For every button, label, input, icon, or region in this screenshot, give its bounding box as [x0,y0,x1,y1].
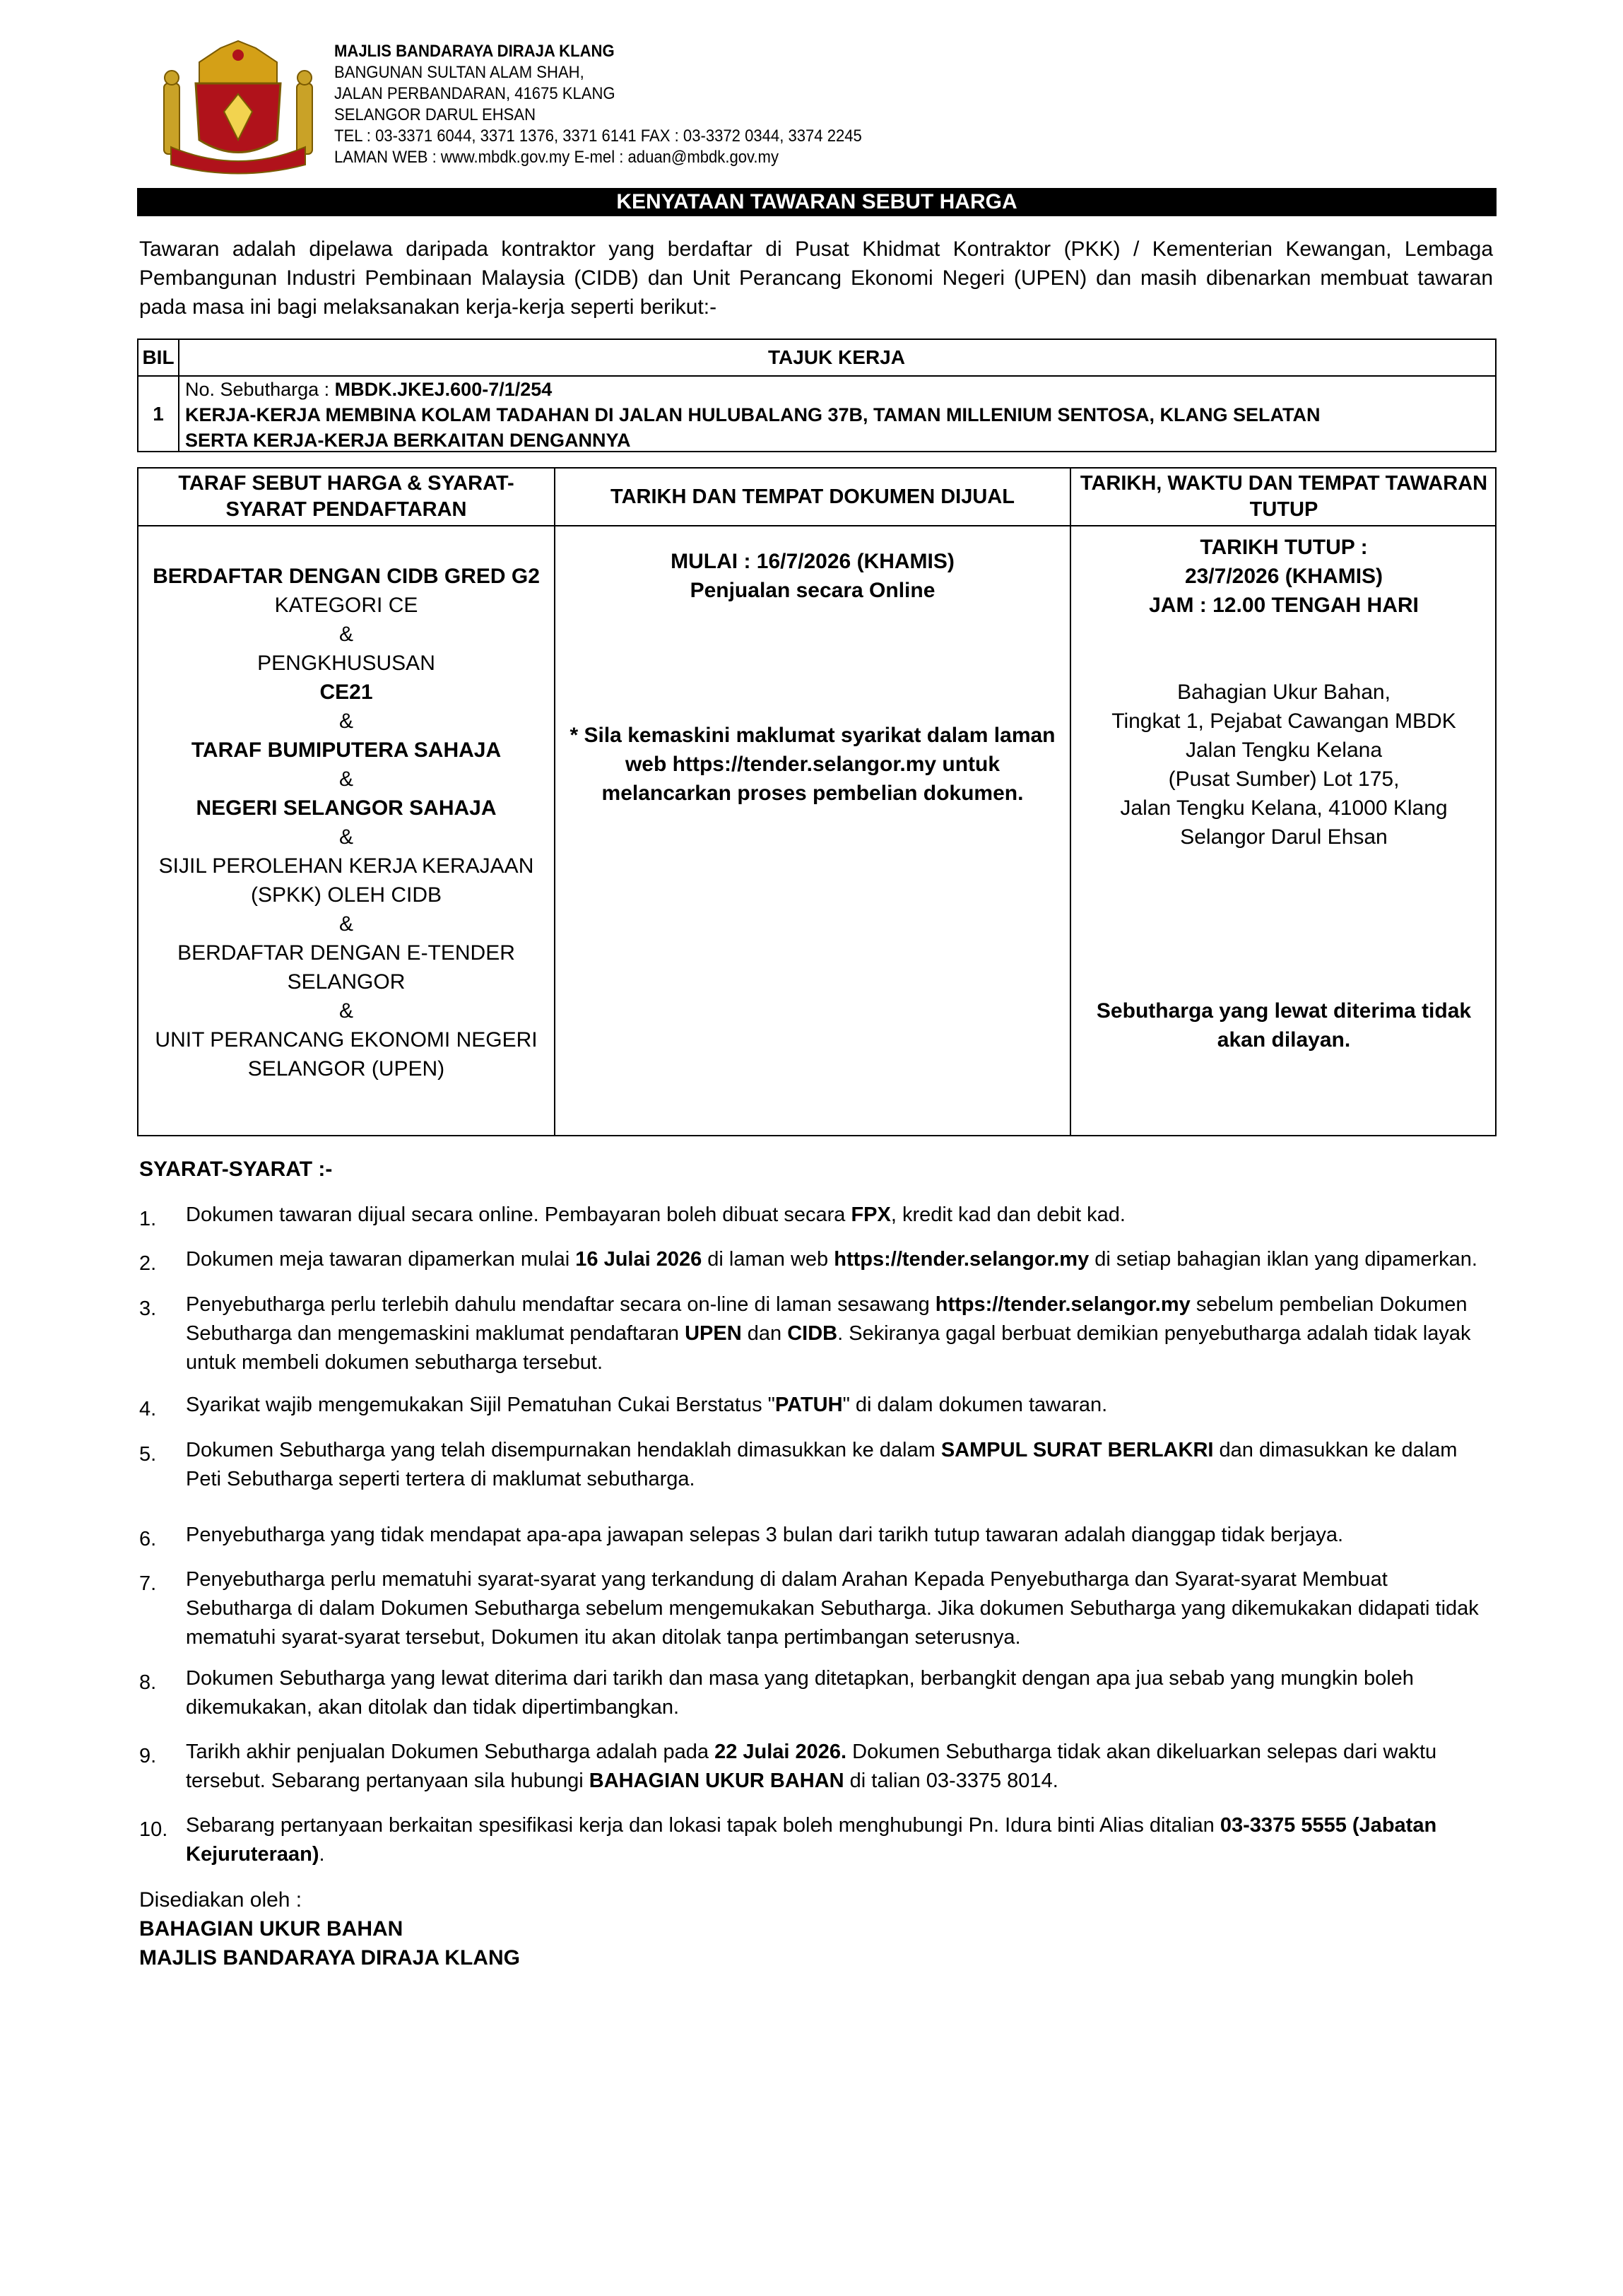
address-line: SELANGOR DARUL EHSAN [334,105,536,124]
condition-item [139,1738,1494,1796]
place-line: Selangor Darul Ehsan [1180,825,1388,849]
place-line: (Pusat Sumber) Lot 175, [1168,767,1400,791]
sale-note: * Sila kemaskini maklumat syarikat dalam laman web https://tender.selangor.my untuk melancarkan proses pembelian dokumen. [569,724,1056,805]
late-notice: Sebutharga yang lewat diterima tidak akan dilayan. [1096,999,1472,1052]
sale-header: TARIKH DAN TEMPAT DOKUMEN DIJUAL [610,485,1015,508]
condition-item [139,1290,1494,1377]
ref-value: MBDK.JKEJ.600-7/1/254 [334,379,553,400]
condition-item [139,1201,1494,1230]
condition-text: Dokumen meja tawaran dipamerkan mulai 16 Julai 2026 di laman web https://tender.selangor.my di setiap bahagian iklan yang dipamerkan. [186,1248,1477,1271]
web-email-line: LAMAN WEB : www.mbdk.gov.my E-mel : aduan@mbdk.gov.my [334,148,779,167]
ampersand: & [338,710,353,733]
condition-text: Penyebutharga perlu mematuhi syarat-syarat yang terkandung di dalam Arahan Kepada Penyebutharga dan Syarat-syarat Membuat Sebutharga di dalam Dokumen Sebutharga sebelum mengemukakan Sebutharga. Jika dokumen Sebutharga yang dikemukakan didapati tidak mematuhi syarat-syarat tersebut, Dokumen itu akan ditolak tanpa pertimbangan seterusnya. [186,1568,1479,1649]
req-line: (SPKK) OLEH CIDB [250,883,442,907]
prepared-by-label: Disediakan oleh : [139,1888,302,1912]
condition-text: Penyebutharga yang tidak mendapat apa-apa jawapan selepas 3 bulan dari tarikh tutup tawaran adalah dianggap tidak berjaya. [186,1524,1344,1546]
org-header [334,41,862,168]
org-name: MAJLIS BANDARAYA DIRAJA KLANG [334,42,615,61]
req-line: UNIT PERANCANG EKONOMI NEGERI [155,1028,538,1052]
close-time: JAM : 12.00 TENGAH HARI [1149,594,1419,617]
row-number: 1 [153,403,164,425]
condition-number: 10. [139,1818,168,1841]
condition-text: Dokumen Sebutharga yang telah disempurnakan hendaklah dimasukkan ke dalam SAMPUL SURAT BERLAKRI dan dimasukkan ke dalam Peti Sebutharga seperti tertera di maklumat sebutharga. [186,1439,1458,1490]
work-title-line: KERJA-KERJA MEMBINA KOLAM TADAHAN DI JALAN HULUBALANG 37B, TAMAN MILLENIUM SENTOSA, KLANG SELATAN [185,404,1321,425]
place-line: Bahagian Ukur Bahan, [1177,681,1391,704]
condition-item [139,1664,1494,1722]
requirements-table [137,467,1497,1136]
mbdk-crest-logo [157,34,319,175]
req-line: KATEGORI CE [274,594,418,617]
ampersand: & [338,912,353,936]
req-line: SIJIL PEROLEHAN KERJA KERAJAAN [158,854,534,878]
bil-header: BIL [142,346,175,368]
tajuk-kerja-header: TAJUK KERJA [768,346,905,368]
ref-label: No. Sebutharga : [185,379,335,400]
address-line: BANGUNAN SULTAN ALAM SHAH, [334,63,584,82]
condition-item [139,1391,1494,1420]
close-label: TARIKH TUTUP : [1200,536,1368,559]
ampersand: & [338,825,353,849]
condition-number: 7. [139,1572,157,1595]
condition-number: 4. [139,1398,157,1420]
address-line: JALAN PERBANDARAN, 41675 KLANG [334,84,615,103]
condition-text: Sebarang pertanyaan berkaitan spesifikasi kerja dan lokasi tapak boleh menghubungi Pn. Idura binti Alias ditalian 03-3375 5555 (Jabatan Kejuruteraan). [186,1814,1437,1866]
req-line: NEGERI SELANGOR SAHAJA [196,796,497,820]
ampersand: & [338,999,353,1023]
notice-banner: KENYATAAN TAWARAN SEBUT HARGA [137,188,1497,216]
req-line: SELANGOR (UPEN) [247,1057,445,1081]
place-line: Jalan Tengku Kelana, 41000 Klang [1120,796,1448,820]
prepared-by-block [139,1885,520,1972]
condition-text: Tarikh akhir penjualan Dokumen Sebutharga adalah pada 22 Julai 2026. Dokumen Sebutharga tidak akan dikeluarkan selepas dari waktu tersebut. Sebarang pertanyaan sila hubungi BAHAGIAN UKUR BAHAN di talian 03-3375 8014. [186,1741,1437,1792]
req-line: TARAF BUMIPUTERA SAHAJA [191,738,502,762]
close-date: 23/7/2026 (KHAMIS) [1184,565,1383,588]
ampersand: & [338,767,353,791]
conditions-title: SYARAT-SYARAT :- [139,1158,333,1181]
sale-info [555,547,1070,808]
condition-number: 6. [139,1528,157,1550]
condition-number: 2. [139,1252,157,1275]
contact-line: TEL : 03-3371 6044, 3371 1376, 3371 6141 FAX : 03-3372 0344, 3374 2245 [334,126,862,146]
condition-text: Penyebutharga perlu terlebih dahulu mendaftar secara on-line di laman sesawang https://tender.selangor.my sebelum pembelian Dokumen Sebutharga dan mengemaskini maklumat pendaftaran UPEN dan CIDB. Sekiranya gagal berbuat demikian penyebutharga adalah tidak layak untuk membeli dokumen sebutharga tersebut. [186,1293,1471,1374]
req-line: BERDAFTAR DENGAN E-TENDER [177,941,515,965]
ampersand: & [338,623,353,646]
work-title-line: SERTA KERJA-KERJA BERKAITAN DENGANNYA [185,430,631,451]
place-line: Tingkat 1, Pejabat Cawangan MBDK [1111,710,1456,733]
closing-info [1071,533,1497,1054]
req-line: PENGKHUSUSAN [257,652,435,675]
sale-start: MULAI : 16/7/2026 (KHAMIS) [671,550,955,573]
condition-text: Syarikat wajib mengemukakan Sijil Pematuhan Cukai Berstatus "PATUH" di dalam dokumen tawaran. [186,1394,1108,1416]
closing-place [1071,678,1497,852]
condition-number: 3. [139,1297,157,1320]
condition-number: 1. [139,1208,157,1230]
registration-header: TARAF SEBUT HARGA & SYARAT-SYARAT PENDAFTARAN [178,472,514,521]
condition-item [139,1565,1494,1652]
req-line: CE21 [319,681,373,704]
prepared-by-dept: BAHAGIAN UKUR BAHAN [139,1917,403,1941]
sale-online: Penjualan secara Online [690,579,936,602]
condition-item [139,1521,1494,1550]
req-line: SELANGOR [287,970,406,994]
condition-item [139,1811,1494,1869]
place-line: Jalan Tengku Kelana [1186,738,1382,762]
condition-text: Dokumen tawaran dijual secara online. Pembayaran boleh dibuat secara FPX, kredit kad dan debit kad. [186,1203,1126,1226]
condition-item [139,1436,1494,1494]
condition-number: 8. [139,1671,157,1694]
prepared-by-org: MAJLIS BANDARAYA DIRAJA KLANG [139,1946,520,1970]
work-description [185,377,1485,453]
registration-requirements [138,562,554,1083]
condition-number: 5. [139,1443,157,1466]
closing-header: TARIKH, WAKTU DAN TEMPAT TAWARAN TUTUP [1080,472,1488,521]
condition-number: 9. [139,1745,157,1767]
condition-item [139,1245,1494,1274]
work-title-table [137,338,1497,452]
req-line: BERDAFTAR DENGAN CIDB GRED G2 [153,565,540,588]
intro-paragraph: Tawaran adalah dipelawa daripada kontraktor yang berdaftar di Pusat Khidmat Kontraktor (PKK) / Kementerian Kewangan, Lembaga Pembangunan Industri Pembinaan Malaysia (CIDB) dan Unit Perancang Ekonomi Negeri (UPEN) dan masih dibenarkan membuat tawaran pada masa ini bagi melaksanakan kerja-kerja seperti berikut:- [139,237,1493,319]
condition-text: Dokumen Sebutharga yang lewat diterima dari tarikh dan masa yang ditetapkan, berbangkit dengan apa jua sebab yang mungkin boleh dikemukakan, akan ditolak dan tidak dipertimbangkan. [186,1667,1414,1719]
